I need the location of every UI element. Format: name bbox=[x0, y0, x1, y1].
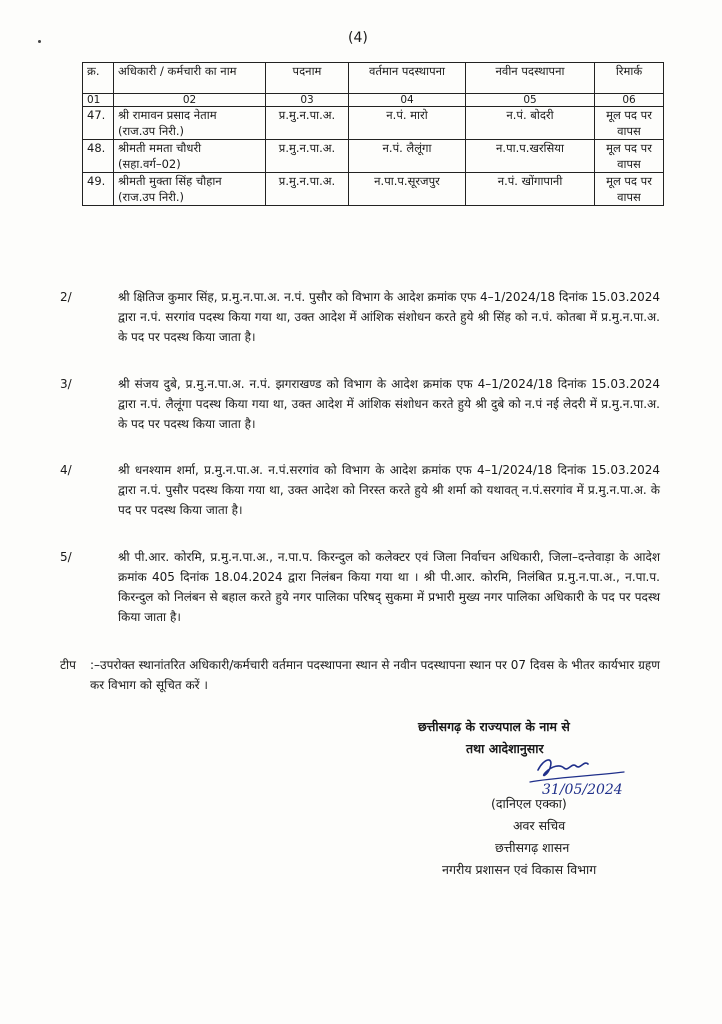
row-designation: प्र.मु.न.पा.अ. bbox=[266, 173, 349, 206]
scan-speck bbox=[38, 40, 41, 43]
paragraph-number: 5/ bbox=[60, 550, 72, 564]
handwritten-signature bbox=[520, 752, 630, 798]
note-text: :–उपरोक्त स्थानांतरित अधिकारी/कर्मचारी वर्तमान पदस्थापना स्थान से नवीन पदस्थापना स्थान पर 07 दिवस के भीतर कार्यभार ग्रहण कर विभाग को सूचित करें । bbox=[90, 658, 660, 692]
column-number: 01 bbox=[83, 94, 114, 107]
header-sno: क्र. bbox=[83, 63, 114, 94]
table-row bbox=[83, 107, 664, 140]
row-designation: प्र.मु.न.पा.अ. bbox=[266, 107, 349, 140]
column-number-row bbox=[83, 94, 664, 107]
paragraph-text: श्री संजय दुबे, प्र.मु.न.पा.अ. न.पं. झगराखण्ड को विभाग के आदेश क्रमांक एफ 4–1/2024/18 दिनांक 15.03.2024 द्वारा न.पं. लैलूंगा पदस्थ किया गया था, उक्त आदेश में आंशिक संशोधन करते हुये श्री दुबे को न.पं नई लेदरी में प्र.मु.न.पा.अ. के पद पर पदस्थ किया जाता है। bbox=[118, 377, 660, 431]
header-new-posting: नवीन पदस्थापना bbox=[466, 63, 595, 94]
row-remark: मूल पद पर वापस bbox=[595, 173, 664, 206]
paragraph-4 bbox=[60, 460, 660, 520]
table-row bbox=[83, 140, 664, 173]
row-current-posting: न.पं. मारो bbox=[349, 107, 466, 140]
row-name-sub: (राज.उप निरी.) bbox=[118, 124, 185, 138]
government-name: छत्तीसगढ़ शासन bbox=[495, 840, 570, 855]
table-header-row bbox=[83, 63, 664, 94]
handwritten-date: 31/05/2024 bbox=[542, 782, 623, 798]
row-current-posting: न.पं. लैलूंगा bbox=[349, 140, 466, 173]
row-name-sub: (राज.उप निरी.) bbox=[118, 190, 185, 204]
row-remark: मूल पद पर वापस bbox=[595, 107, 664, 140]
page-number: (4) bbox=[348, 30, 368, 46]
row-remark: मूल पद पर वापस bbox=[595, 140, 664, 173]
department-name: नगरीय प्रशासन एवं विकास विभाग bbox=[442, 862, 597, 877]
paragraph-text: श्री क्षितिज कुमार सिंह, प्र.मु.न.पा.अ. न.पं. पुसौर को विभाग के आदेश क्रमांक एफ 4–1/2024/18 दिनांक 15.03.2024 द्वारा न.पं. सरगांव पदस्थ किया गया था, उक्त आदेश में आंशिक संशोधन करते हुये श्री सिंह को न.पं. कोतबा में प्र.मु.न.पा.अ. के पद पर पदस्थ किया जाता है। bbox=[118, 290, 660, 344]
header-designation: पदनाम bbox=[266, 63, 349, 94]
row-sno: 49. bbox=[83, 173, 114, 206]
row-new-posting: न.पा.प.खरसिया bbox=[466, 140, 595, 173]
authority-line: छत्तीसगढ़ के राज्यपाल के नाम से bbox=[418, 719, 570, 734]
paragraph-3 bbox=[60, 374, 660, 434]
officer-name: (दानिएल एक्का) bbox=[491, 796, 567, 811]
paragraph-number: 3/ bbox=[60, 377, 72, 391]
row-name: श्रीमती मुक्ता सिंह चौहान bbox=[118, 174, 222, 188]
row-sno: 48. bbox=[83, 140, 114, 173]
row-name-sub: (सहा.वर्ग–02) bbox=[118, 157, 181, 171]
header-name: अधिकारी / कर्मचारी का नाम bbox=[114, 63, 266, 94]
paragraph-number: 2/ bbox=[60, 290, 72, 304]
paragraph-5 bbox=[60, 547, 660, 627]
header-remark: रिमार्क bbox=[595, 63, 664, 94]
officer-post: अवर सचिव bbox=[513, 818, 566, 833]
column-number: 03 bbox=[266, 94, 349, 107]
column-number: 04 bbox=[349, 94, 466, 107]
row-new-posting: न.पं. बोदरी bbox=[466, 107, 595, 140]
paragraph-text: श्री पी.आर. कोरमि, प्र.मु.न.पा.अ., न.पा.प. किरन्दुल को कलेक्टर एवं जिला निर्वाचन अधिकारी, जिला–दन्तेवाड़ा के आदेश क्रमांक 405 दिनांक 18.04.2024 द्वारा निलंबन किया गया था । श्री पी.आर. कोरमि, निलंबित प्र.मु.न.पा.अ., न.पा.प. किरन्दुल को निलंबन से बहाल करते हुये नगर पालिका परिषद् सुकमा में प्रभारी मुख्य नगर पालिका अधिकारी के पद पर पदस्थ किया जाता है। bbox=[118, 550, 660, 624]
column-number: 05 bbox=[466, 94, 595, 107]
row-name-cell bbox=[114, 107, 266, 140]
header-current-posting: वर्तमान पदस्थापना bbox=[349, 63, 466, 94]
transfer-table bbox=[82, 62, 664, 206]
row-new-posting: न.पं. खोंगापानी bbox=[466, 173, 595, 206]
row-designation: प्र.मु.न.पा.अ. bbox=[266, 140, 349, 173]
note-block bbox=[60, 655, 660, 695]
table-row bbox=[83, 173, 664, 206]
paragraph-text: श्री धनश्याम शर्मा, प्र.मु.न.पा.अ. न.पं.सरगांव को विभाग के आदेश क्रमांक एफ 4–1/2024/18 दिनांक 15.03.2024 द्वारा न.पं. पुसौर पदस्थ किया गया था, उक्त आदेश को निरस्त करते हुये श्री शर्मा को यथावत् न.पं.सरगांव में प्र.मु.न.पा.अ. के पद पर पदस्थ किया जाता है। bbox=[118, 463, 660, 517]
column-number: 02 bbox=[114, 94, 266, 107]
row-name: श्री रामावन प्रसाद नेताम bbox=[118, 108, 217, 122]
order-line: तथा आदेशानुसार bbox=[466, 741, 544, 756]
paragraph-number: 4/ bbox=[60, 463, 72, 477]
row-name-cell bbox=[114, 140, 266, 173]
row-name: श्रीमती ममता चौधरी bbox=[118, 141, 202, 155]
row-sno: 47. bbox=[83, 107, 114, 140]
column-number: 06 bbox=[595, 94, 664, 107]
paragraph-2 bbox=[60, 287, 660, 347]
note-label: टीप bbox=[60, 658, 76, 672]
row-name-cell bbox=[114, 173, 266, 206]
row-current-posting: न.पा.प.सूरजपुर bbox=[349, 173, 466, 206]
